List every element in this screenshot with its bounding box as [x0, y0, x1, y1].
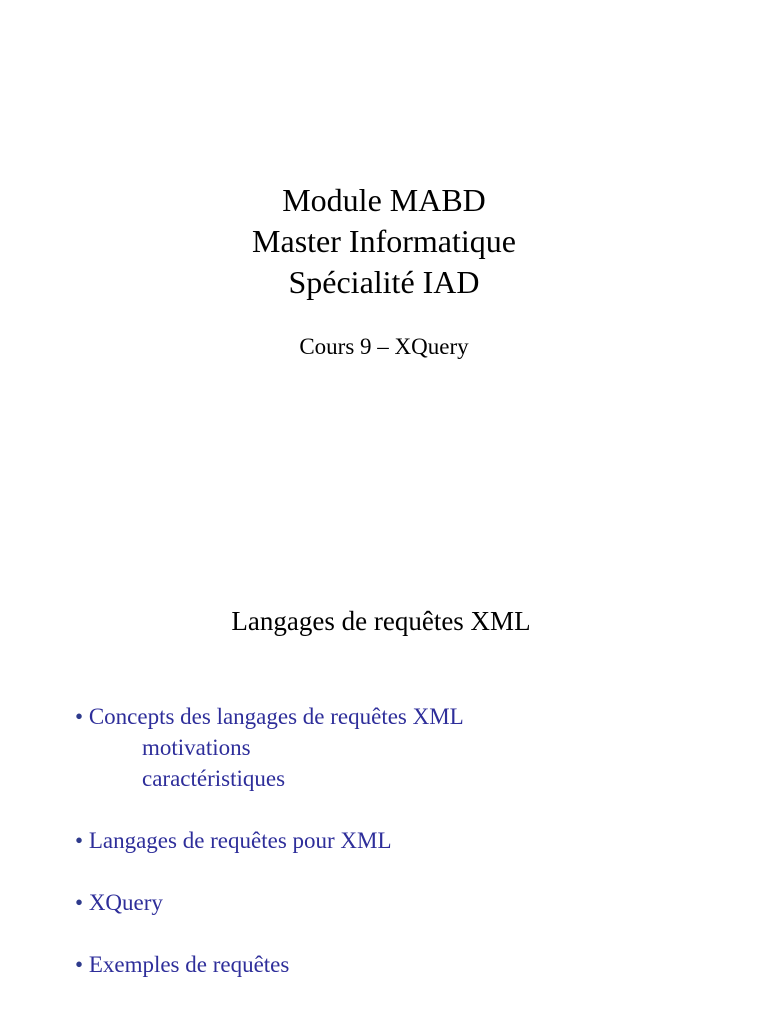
- outline-item-xquery: [75, 888, 755, 918]
- outline-subitem-motivations: motivations: [142, 735, 251, 760]
- outline-item-label: Langages de requêtes pour XML: [88, 828, 392, 853]
- outline-item-langages: [75, 826, 755, 856]
- course-subtitle: Cours 9 – XQuery: [299, 334, 469, 359]
- bullet-icon: •: [75, 828, 84, 853]
- outline-item-label: XQuery: [88, 890, 163, 915]
- bullet-icon: •: [75, 952, 84, 977]
- outline-subitem-caracteristiques: caractéristiques: [142, 766, 286, 791]
- program-title: Master Informatique: [252, 223, 516, 259]
- outline-sublist: [75, 732, 755, 794]
- bullet-icon: •: [75, 704, 84, 729]
- outline-heading: Langages de requêtes XML: [231, 606, 531, 636]
- outline-list: [75, 702, 755, 980]
- outline-item-label: Concepts des langages de requêtes XML: [88, 704, 464, 729]
- specialty-title: Spécialité IAD: [288, 264, 480, 300]
- bullet-icon: •: [75, 890, 84, 915]
- outline-item-label: Exemples de requêtes: [88, 952, 290, 977]
- outline-item-concepts: [75, 702, 755, 794]
- outline-item-exemples: [75, 950, 755, 980]
- slide-title-block: [0, 180, 768, 303]
- module-title: Module MABD: [282, 182, 486, 218]
